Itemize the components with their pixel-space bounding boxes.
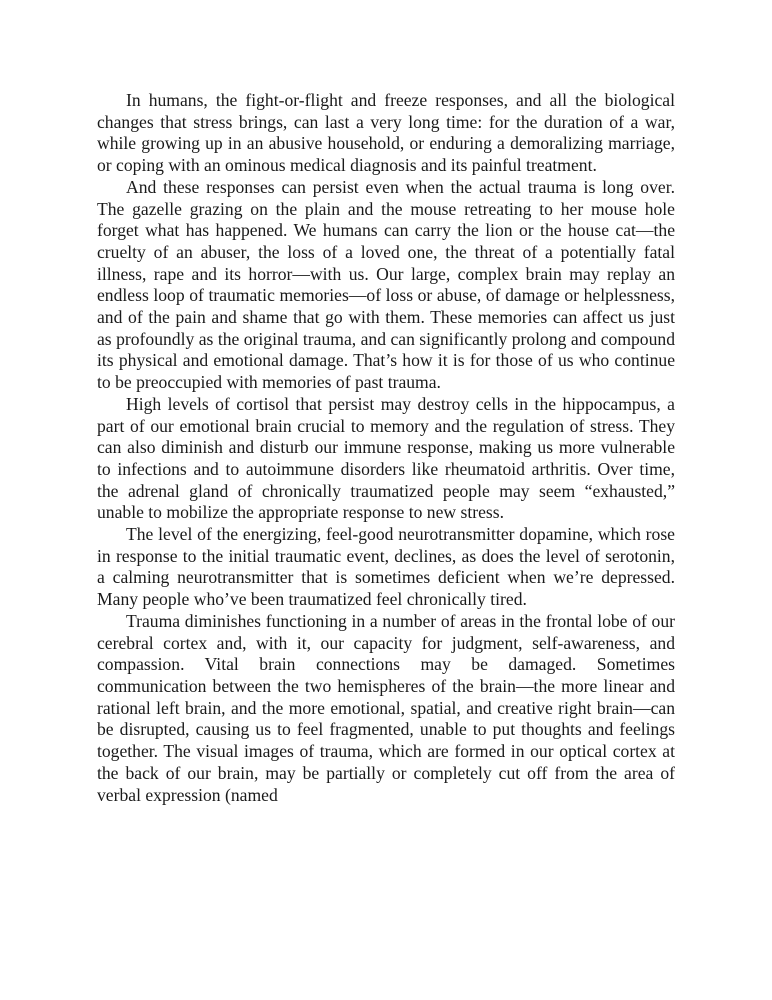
body-text	[97, 90, 675, 806]
paragraph-3: High levels of cortisol that persist may destroy cells in the hippocampus, a part of our emotional brain crucial to memory and the regulation of stress. They can also diminish and disturb our immune response, making us more vulnerable to infections and to autoimmune disorders like rheumatoid arthritis. Over time, the adrenal gland of chronically traumatized people may seem “exhausted,” unable to mobilize the appropriate response to new stress.	[97, 393, 675, 523]
paragraph-1: In humans, the fight-or-flight and freeze responses, and all the biological changes that stress brings, can last a very long time: for the duration of a war, while growing up in an abusive household, or enduring a demoralizing marriage, or coping with an ominous medical diagnosis and its painful treatment.	[97, 90, 675, 176]
paragraph-5: Trauma diminishes functioning in a number of areas in the frontal lobe of our cerebral cortex and, with it, our capacity for judgment, self-awareness, and compassion. Vital brain connections may be damaged. Sometimes communication between the two hemispheres of the brain—the more linear and rational left brain, and the more emotional, spatial, and creative right brain—can be disrupted, causing us to feel fragmented, unable to put thoughts and feelings together. The visual images of trauma, which are formed in our optical cortex at the back of our brain, may be partially or completely cut off from the area of verbal expression (named	[97, 610, 675, 805]
paragraph-4: The level of the energizing, feel-good neurotransmitter dopamine, which rose in response to the initial traumatic event, declines, as does the level of serotonin, a calming neurotransmitter that is sometimes deficient when we’re depressed. Many people who’ve been traumatized feel chronically tired.	[97, 524, 675, 610]
paragraph-2: And these responses can persist even when the actual trauma is long over. The gazelle grazing on the plain and the mouse retreating to her mouse hole forget what has happened. We humans can carry the lion or the house cat—the cruelty of an abuser, the loss of a loved one, the threat of a potentially fatal illness, rape and its horror—with us. Our large, complex brain may replay an endless loop of traumatic memories—of loss or abuse, of damage or helplessness, and of the pain and shame that go with them. These memories can affect us just as profoundly as the original trauma, and can significantly prolong and compound its physical and emotional damage. That’s how it is for those of us who continue to be preoccupied with memories of past trauma.	[97, 176, 675, 393]
